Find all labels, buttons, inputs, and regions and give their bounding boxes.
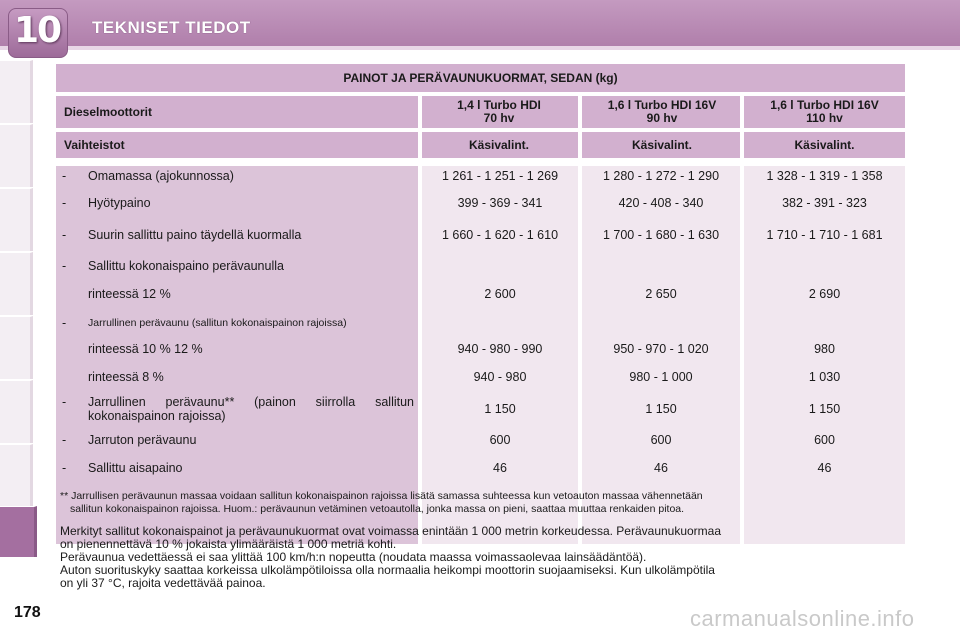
side-tab[interactable] [0, 188, 33, 251]
chapter-number: 10 [13, 10, 61, 51]
engine-label: Dieselmoottorit [64, 105, 153, 119]
engine-header: 1,4 l Turbo HDI 70 hv [457, 98, 541, 125]
gearbox-value: Käsivalint. [468, 137, 530, 152]
gearbox-label: Vaihteistot [64, 138, 125, 152]
gearbox-value: Käsivalint. [631, 137, 693, 152]
watermark: carmanualsonline.info [690, 606, 915, 631]
side-tab[interactable] [0, 252, 33, 315]
page-title: TEKNISET TIEDOT [92, 18, 251, 37]
gearbox-header-row [56, 132, 905, 158]
table-body: - Omamassa (ajokunnossa) 1 261 - 1 251 - 1 269 1 280 - 1 272 - 1 290 1 328 - 1 319 - 1 358 - Hyötypaino 399 - 369 - 341 420 - 408 - 340 382 - 391 - 323 - Suurin sallittu paino täydellä kuormalla 1 660 - 1 620 - 1 610 1 700 - 1 680 - 1 630 1 710 - 1 710 - 1 681 - Sallittu kokonaispaino perävaunulla rinteessä 12 % 2 600 2 650 2 690 - Jarrullinen perävaunu (sallitun kokonaispainon rajoissa) rinteessä 10 % 12 % 940 - 980 - 990 950 - 970 - 1 020 980 rinteessä 8 % 940 - 980 980 - 1 000 1 030 - Jarrullinen perävaunu** (painon siirrolla sallitun kokonaispainon rajoissa) 1 150 1 150 1 150 - Jarruton perävaunu 600 600 600 - Sallittu aisapaino 46 46 46 [56, 166, 905, 544]
page-number: 178 [14, 604, 41, 621]
table-title: PAINOT JA PERÄVAUNUKUORMAT, SEDAN (kg) [56, 64, 905, 92]
header-shadow [0, 46, 960, 50]
engine-header: 1,6 l Turbo HDI 16V 90 hv [607, 98, 717, 125]
side-tab-active[interactable] [0, 506, 37, 557]
note-line: Auton suorituskyky saattaa korkeissa ulkolämpötiloissa olla normaalia heikompi moottorin suojaamiseksi. Kun ulkolämpötila [60, 563, 715, 577]
engine-header: 1,6 l Turbo HDI 16V 110 hv [770, 98, 879, 125]
side-tab[interactable] [0, 380, 33, 443]
note-line: on yli 37 °C, rajoita vedettävää painoa. [60, 576, 266, 590]
gearbox-value: Käsivalint. [794, 137, 855, 152]
side-tab[interactable] [0, 444, 33, 507]
note-line: on pienennettävä 10 % jokaista ylimääräistä 1 000 metriä kohti. [60, 537, 397, 551]
footnote-line: sallitun kokonaispainon rajoissa. Huom.: perävaunun vetäminen vetoautolla, jonka massa on pieni, saattaa muuttaa renkaiden pitoa. [70, 503, 685, 515]
footnote-line: ** Jarrullisen perävaunun massaa voidaan sallitun kokonaispainon rajoissa lisätä samassa suhteessa kun vetoauton massaa vähennetään [60, 490, 703, 502]
side-tab[interactable] [0, 316, 33, 379]
chapter-side-tabs [0, 60, 36, 585]
engine-header-row [56, 96, 905, 128]
footnote [60, 490, 908, 516]
side-tab[interactable] [0, 60, 33, 123]
side-tab[interactable] [0, 124, 33, 187]
note-line: Merkityt sallitut kokonaispainot ja perävaunukuormat ovat voimassa enintään 1 000 metrin korkeudessa. Perävaunukuormaa [60, 524, 722, 538]
notes [60, 525, 910, 590]
note-line: Perävaunua vedettäessä ei saa ylittää 100 km/h:n nopeutta (noudata maassa voimassaolevaa lainsäädäntöä). [60, 550, 647, 564]
